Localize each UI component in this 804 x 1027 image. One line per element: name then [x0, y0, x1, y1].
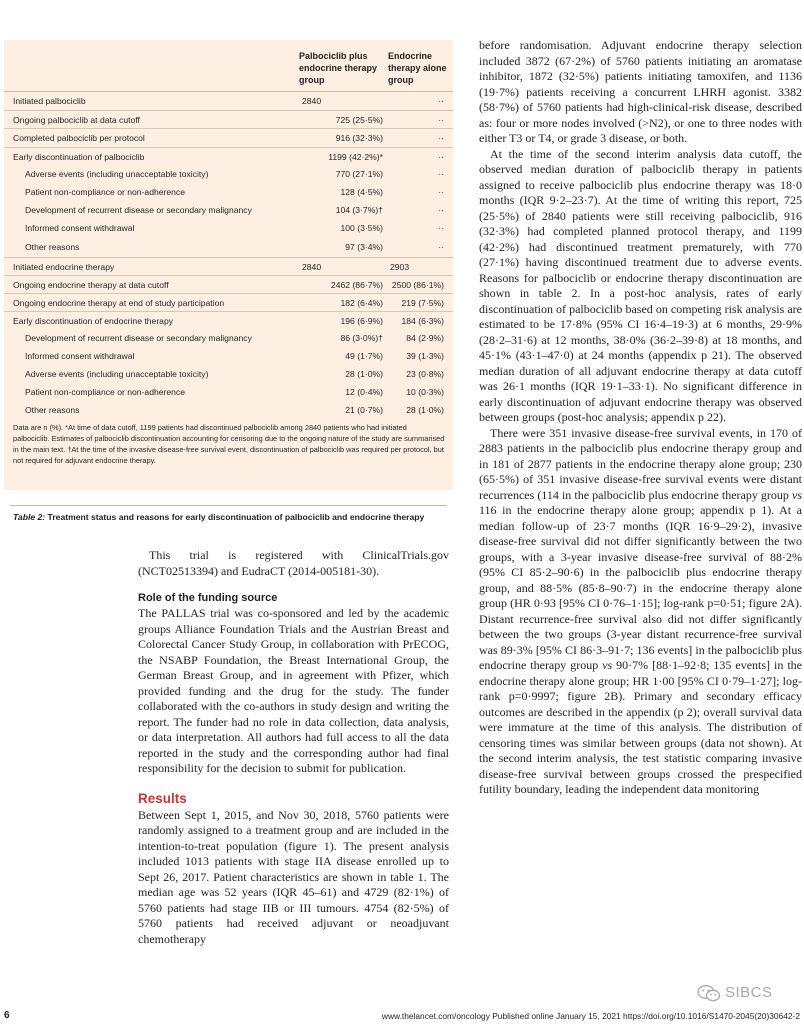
row-value-endocrine-alone-group: 23 (0·8%) [406, 369, 444, 379]
table-2 [4, 40, 453, 522]
table-caption-text: Treatment status and reasons for early discontinuation of palbociclib and endocrine therapy [45, 512, 425, 522]
row-value-endocrine-alone-group: ·· [438, 152, 444, 162]
row-value-palbociclib-group: 128 (4·5%) [340, 187, 383, 197]
funding-paragraph: The PALLAS trial was co-sponsored and led by the academic groups Alliance Foundation Trials and the Austrian Breast and Colorectal Cancer Study Group, in collaboration with PrECOG, the NSABP Foundation, the Breast International Group, the German Breast Group, and in agreement with Pfizer, which provided funding and the drug for the study. The funder collaborated with the co-authors in study design and writing the report. The funder had no role in data collection, data analysis, or data interpretation. All authors had full access to all the data reported in the study and the corresponding author had final responsibility for the decision to submit for publication. [138, 606, 449, 775]
row-label: Other reasons [25, 242, 80, 252]
wechat-icon [697, 985, 721, 1002]
watermark-text: SIBCS [725, 984, 773, 1001]
row-value-palbociclib-group: 916 (32·3%) [335, 133, 383, 143]
row-value-endocrine-alone-group: 2500 (86·1%) [391, 280, 444, 290]
table-row [4, 257, 453, 276]
paragraph-text: There were 351 invasive disease-free survival events, in 170 of 2883 patients in the palbociclib plus endocrine therapy group and in 181 of 2877 patients in the endocrine therapy alone group; 230 (65·5%) of 351 invasive disease-free survival events were distant recurrences (114 in the palbociclib plus endocrine therapy group [479, 425, 802, 502]
table-caption [13, 511, 449, 523]
right-text-column [479, 38, 802, 798]
paragraph-survival-events [479, 426, 802, 798]
row-value-endocrine-alone-group: 84 (2·9%) [406, 333, 444, 343]
row-value-endocrine-alone-group: 28 (1·0%) [406, 405, 444, 415]
row-label: Early discontinuation of endocrine therapy [13, 316, 174, 326]
row-label: Informed consent withdrawal [25, 351, 135, 361]
watermark [697, 983, 801, 1003]
row-label: Development of recurrent disease or secondary malignancy [25, 205, 252, 215]
caption-divider [10, 505, 447, 506]
row-value-endocrine-alone-group: ·· [438, 169, 444, 179]
table-row [4, 365, 453, 383]
row-value-endocrine-alone-group: 219 (7·5%) [401, 298, 444, 308]
row-value-palbociclib-group: 49 (1·7%) [345, 351, 383, 361]
table-row [4, 110, 453, 129]
versus-italic: vs [792, 487, 802, 502]
row-label: Adverse events (including unacceptable toxicity) [25, 369, 209, 379]
row-label: Patient non-compliance or non-adherence [25, 387, 186, 397]
row-value-endocrine-alone-group: 10 (0·3%) [406, 387, 444, 397]
row-value-palbociclib-group: 2840 [302, 262, 322, 272]
results-heading: Results [138, 790, 187, 806]
registration-paragraph: This trial is registered with ClinicalTrials.gov (NCT02513394) and EudraCT (2014-005181-30). [138, 548, 449, 578]
row-value-endocrine-alone-group: 184 (6·3%) [401, 316, 444, 326]
row-value-palbociclib-group: 12 (0·4%) [345, 387, 383, 397]
row-label: Patient non-compliance or non-adherence [25, 187, 186, 197]
paragraph-endocrine-selection: before randomisation. Adjuvant endocrine therapy selection included 3872 (67·2%) of 5760 patients initiating an aromatase inhibitor, 1872 (32·5%) patients initiating tamoxifen, and 1136 (19·7%) patients receiving a concurrent LHRH agonist. 3382 (58·7%) of 5760 patients had high-clinical-risk disease, described as: four or more nodes involved (>N2), or one to three nodes with either T3 or T4, or grade 3 disease, or both. [479, 38, 802, 145]
table-caption-label: Table 2: [13, 512, 46, 522]
results-paragraph: Between Sept 1, 2015, and Nov 30, 2018, 5760 patients were randomly assigned to a treatment group and are included in the intention-to-treat population (figure 1). The present analysis included 1013 patients with stage IIA disease enrolled up to Sept 26, 2017. Patient characteristics are shown in table 1. The median age was 52 years (IQR 45–61) and 4729 (82·1%) of 5760 patients had stage IIB or III tumours. 4754 (82·5%) of 5760 patients had received adjuvant or neoadjuvant chemotherapy [138, 807, 449, 946]
footer-citation: www.thelancet.com/oncology Published online January 15, 2021 https://doi.org/10.1016/S1470-2045(20)30642-2 [381, 1011, 800, 1021]
page-footer [0, 1008, 804, 1024]
row-value-palbociclib-group: 97 (3·4%) [345, 242, 383, 252]
row-label: Initiated endocrine therapy [13, 262, 115, 272]
row-value-endocrine-alone-group: 2903 [390, 262, 410, 272]
row-value-palbociclib-group: 104 (3·7%)† [335, 205, 383, 215]
row-value-palbociclib-group: 1199 (42·2%)* [328, 152, 383, 162]
paragraph-text: 116 in the endocrine therapy alone group; appendix p 1). At a median follow-up of 23·7 months (IQR 16·9–29·2), invasive disease-free survival did not differ significantly between the two groups, with a 3-year invasive disease-free survival of 88·2% (95% CI 85·2–90·6) in the palbociclib plus endocrine therapy group, and 88·5% (85·8–90·7) in the endocrine therapy alone group (HR 0·93 [95% CI 0·76–1·15]; log-rank p=0·51; figure 2A). Distant recurrence-free survival also did not differ significantly between the two groups (3-year distant recurrence-free survival was 89·3% [95% CI 86·3–91·7; 136 events] in the palbociclib plus endocrine therapy group [479, 503, 802, 672]
row-value-endocrine-alone-group: ·· [438, 187, 444, 197]
row-label: Ongoing endocrine therapy at data cutoff [13, 280, 169, 290]
row-label: Development of recurrent disease or secondary malignancy [25, 333, 252, 343]
table-row [4, 401, 453, 419]
row-value-palbociclib-group: 2462 (86·7%) [330, 280, 383, 290]
table-row [4, 219, 453, 237]
row-value-endocrine-alone-group: ·· [438, 115, 444, 125]
row-value-endocrine-alone-group: ·· [438, 223, 444, 233]
table-row [4, 311, 453, 330]
row-value-palbociclib-group: 770 (27·1%) [335, 169, 383, 179]
row-value-palbociclib-group: 725 (25·5%) [335, 115, 383, 125]
row-value-palbociclib-group: 182 (6·4%) [340, 298, 383, 308]
row-value-endocrine-alone-group: ·· [438, 96, 444, 106]
row-label: Other reasons [25, 405, 80, 415]
table-row [4, 275, 453, 294]
row-label: Completed palbociclib per protocol [13, 133, 145, 143]
row-value-endocrine-alone-group: ·· [438, 133, 444, 143]
table-row [4, 347, 453, 365]
table-row [4, 329, 453, 347]
row-label: Ongoing palbociclib at data cutoff [13, 115, 140, 125]
row-label: Ongoing endocrine therapy at end of study participation [13, 298, 225, 308]
row-value-palbociclib-group: 28 (1·0%) [345, 369, 383, 379]
column-header-palbociclib-group: Palbociclib plus endocrine therapy group [299, 51, 378, 85]
table-row [4, 238, 453, 256]
table-row [4, 128, 453, 147]
funding-heading: Role of the funding source [138, 592, 278, 604]
table-row [4, 92, 453, 110]
row-value-endocrine-alone-group: ·· [438, 205, 444, 215]
table-row [4, 165, 453, 183]
row-value-palbociclib-group: 196 (6·9%) [340, 316, 383, 326]
row-value-endocrine-alone-group: ·· [438, 242, 444, 252]
row-value-palbociclib-group: 100 (3·5%) [340, 223, 383, 233]
row-label: Initiated palbociclib [13, 96, 86, 106]
paragraph-treatment-duration: At the time of the second interim analysis data cutoff, the observed median duration of palbociclib therapy in patients assigned to receive palbociclib plus endocrine therapy was 18·0 months (IQR 9·2–23·7). At the time of writing this report, 725 (25·5%) of 2840 patients were still receiving palbociclib, 916 (32·3%) had completed planned protocol therapy, and 1199 (42·2%) had discontinued treatment prematurely, with 770 (27·1%) having discontinued treatment due to adverse events. Reasons for palbociclib or endocrine therapy discontinuation are shown in table 2. In a post-hoc analysis, rates of early discontinuation of palbociclib based on competing risk analysis are estimated to be 17·8% (95% CI 16·4–19·3) at 6 months, 29·9% (28·2–31·6) at 12 months, 38·0% (36·2–39·8) at 18 months, and 45·1% (43·1–47·0) at 24 months (appendix p 21). The observed median duration of all adjuvant endocrine therapy at data cutoff was 26·1 months (IQR 19·1–33·1). No significant difference in early discontinuation of adjuvant endocrine therapy was observed between groups (post-hoc analysis; appendix p 22). [479, 146, 802, 424]
paragraph-text: 90·7% [88·1–92·8; 135 events] in the endocrine therapy alone group; HR 1·00 [95% CI 0·79–1·27]; log-rank p=0·9997; figure 2B). Primary and secondary efficacy outcomes are described in the appendix (p 2); overall survival data were immature at the time of this analysis. The distribution of censoring times was similar between groups (data not shown). At the second interim analysis, the test statistic comparing invasive disease-free survival between groups crossed the prespecified futility boundary, leading the independent data monitoring [479, 658, 802, 796]
table-row [4, 293, 453, 312]
table-row [4, 201, 453, 219]
row-value-palbociclib-group: 2840 [302, 96, 322, 106]
row-value-palbociclib-group: 21 (0·7%) [345, 405, 383, 415]
table-footnote: Data are n (%). *At time of data cutoff, 1199 patients had discontinued palbociclib among 2840 patients who had initiated palbociclib. Estimates of palbociclib discontinuation accounting for censoring due to the ongoing nature of the study are summarised in the main text. †At the time of the invasive disease-free survival event, discontinuation of palbociclib was required per protocol, but not required for adjuvant endocrine therapy. [13, 423, 445, 465]
page-number: 6 [4, 1010, 10, 1021]
row-label: Adverse events (including unacceptable toxicity) [25, 169, 209, 179]
table-row [4, 183, 453, 201]
row-value-endocrine-alone-group: 39 (1·3%) [406, 351, 444, 361]
column-header-endocrine-alone-group: Endocrine therapy alone group [388, 51, 447, 85]
left-text-column [138, 548, 449, 947]
row-label: Informed consent withdrawal [25, 223, 135, 233]
row-value-palbociclib-group: 86 (3·0%)† [340, 333, 383, 343]
row-label: Early discontinuation of palbociclib [13, 152, 145, 162]
table-row [4, 147, 453, 166]
versus-italic: vs [602, 658, 613, 672]
table-header [4, 40, 453, 92]
table-row [4, 383, 453, 401]
